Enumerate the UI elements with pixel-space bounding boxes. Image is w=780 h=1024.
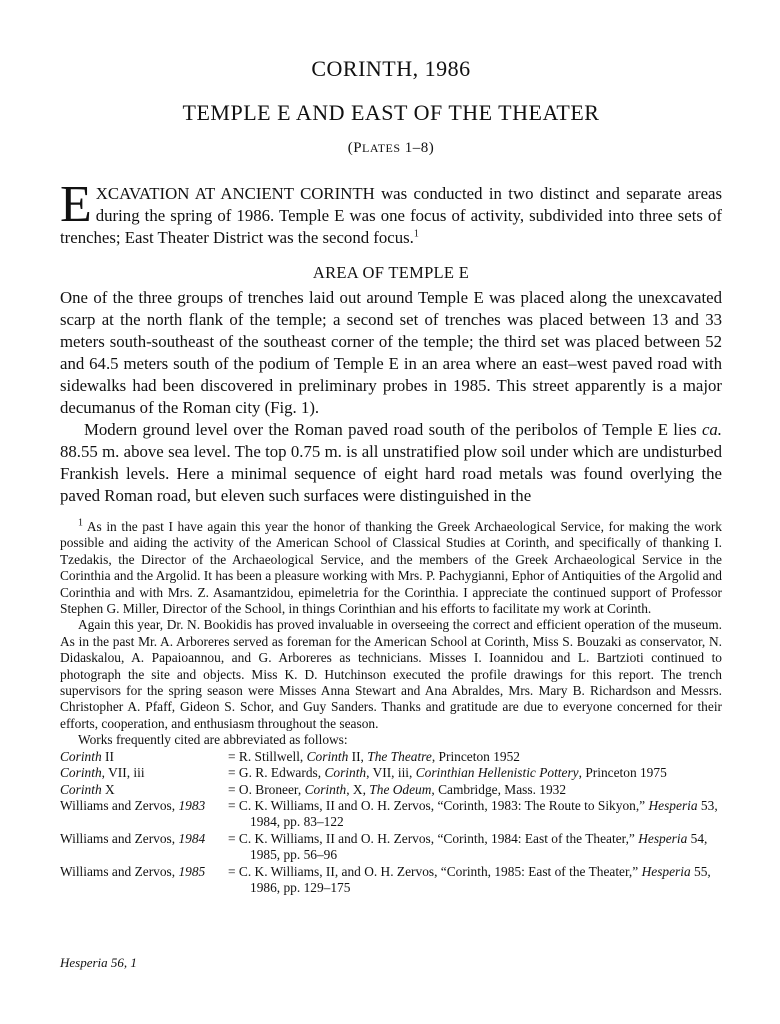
abbreviation-row: Williams and Zervos, 1984 = C. K. Williams, II and O. H. Zervos, “Corinth, 1984: East of the Theater,” Hesperia 54, 1985, pp. 56–96 [60,830,708,863]
abbreviation-row: Corinth X = O. Broneer, Corinth, X, The Odeum, Cambridge, Mass. 1932 [60,781,567,797]
section-heading: AREA OF TEMPLE E [312,263,470,282]
plates-reference: (PLATES 1–8) [347,140,435,156]
drop-cap: E [60,176,92,233]
footnote-paragraph: $^1$ As in the past I have again this year the honor of thanking the Greek Archaeological Service, for making the work possible and aiding the activity of the American School of Classical Studies at Corinth, and specifically of thanking I. Tzedakis, the Director of the Archaeological Service, and the members of the Greek Archaeological Service in the Corinthia and the Argolid. It has been a pleasure working with Mrs. P. Pachygianni, Ephor of Antiquities of the Argolid and Corinthia and with Mrs. Z. Asamantzidou, epimeletria for the Corinthia. I appreciate the continued support of Professor Stephen G. Miller, Director of the School, in things Corinthian and his efforts to facilitate my work at Corinth. [60,517,722,617]
footnote-paragraph: Again this year, Dr. N. Bookidis has proved invaluable in overseeing the correct and efficient operation of the museum. As in the past Mr. A. Arboreres served as foreman for the American School at Corinth, Miss S. Bouzaki as conservator, N. Didaskalou, A. Papaioannou, and G. Arboreres as technicians. Misses I. Ioannidou and L. Bartzioti continued to photograph the site and objects. Miss K. D. Hutchinson executed the profile drawings for this report. The trench supervisors for the spring season were Misses Anna Stewart and Ana Abraldes, Mrs. Mary B. Richardson and Messrs. Christopher A. Pfaff, Gideon S. Schor, and Guy Sanders. Thanks and gratitude are due to everyone concerned for their efforts, cooperation, and enthusiasm throughout the season. [60,617,722,731]
abbreviation-row: Corinth II = R. Stillwell, Corinth II, The Theatre, Princeton 1952 [60,748,520,764]
body-paragraph: Modern ground level over the Roman paved road south of the peribolos of Temple E lies ca. 88.55 m. above sea level. The top 0.75 m. is all unstratified plow soil under which are undisturbed Frankish levels. Here a minimal sequence of eight hard road metals was found overlying the paved Roman road, but eleven such surfaces were distinguished in the [60,420,722,505]
footnote [60,519,722,749]
abbreviation-row: Corinth, VII, iii = G. R. Edwards, Corinth, VII, iii, Corinthian Hellenistic Pottery, Princeton 1975 [60,765,667,781]
abbreviations-list [60,749,722,897]
article-subtitle: TEMPLE E AND EAST OF THE THEATER [182,100,600,125]
journal-footer: Hesperia 56, 1 [60,955,137,970]
footnote-ref[interactable]: 1 [413,228,419,240]
body-paragraph: One of the three groups of trenches laid out around Temple E was placed along the unexcavated scarp at the north flank of the temple; a second set of trenches was placed between 13 and 33 meters south-southeast of the southeast corner of the temple; the third set was placed between 52 and 64.5 meters south of the podium of Temple E in an area where an east–west paved road with sidewalks had been discovered in preliminary probes in 1985. This street apparently is a major decumanus of the Roman city (Fig. 1). [60,288,722,417]
footnote-paragraph: Works frequently cited are abbreviated as follows: [78,732,348,748]
footnote-number: 1 [78,517,83,529]
article-page [60,50,722,896]
intro-paragraph: EXCAVATION AT ANCIENT CORINTH was conducted in two distinct and separate areas during the spring of 1986. Temple E was one focus of activity, subdivided into three sets of trenches; East Theater District was the second focus.$^1$ [60,176,722,247]
abbreviation-row: Williams and Zervos, 1985 = C. K. Williams, II, and O. H. Zervos, “Corinth, 1985: East of the Theater,” Hesperia 55, 1986, pp. 129–175 [60,863,711,895]
article-title: CORINTH, 1986 [311,56,471,81]
abbreviation-row: Williams and Zervos, 1983 = C. K. Williams, II and O. H. Zervos, “Corinth, 1983: The Route to Sikyon,” Hesperia 53, 1984, pp. 83–122 [60,797,718,830]
